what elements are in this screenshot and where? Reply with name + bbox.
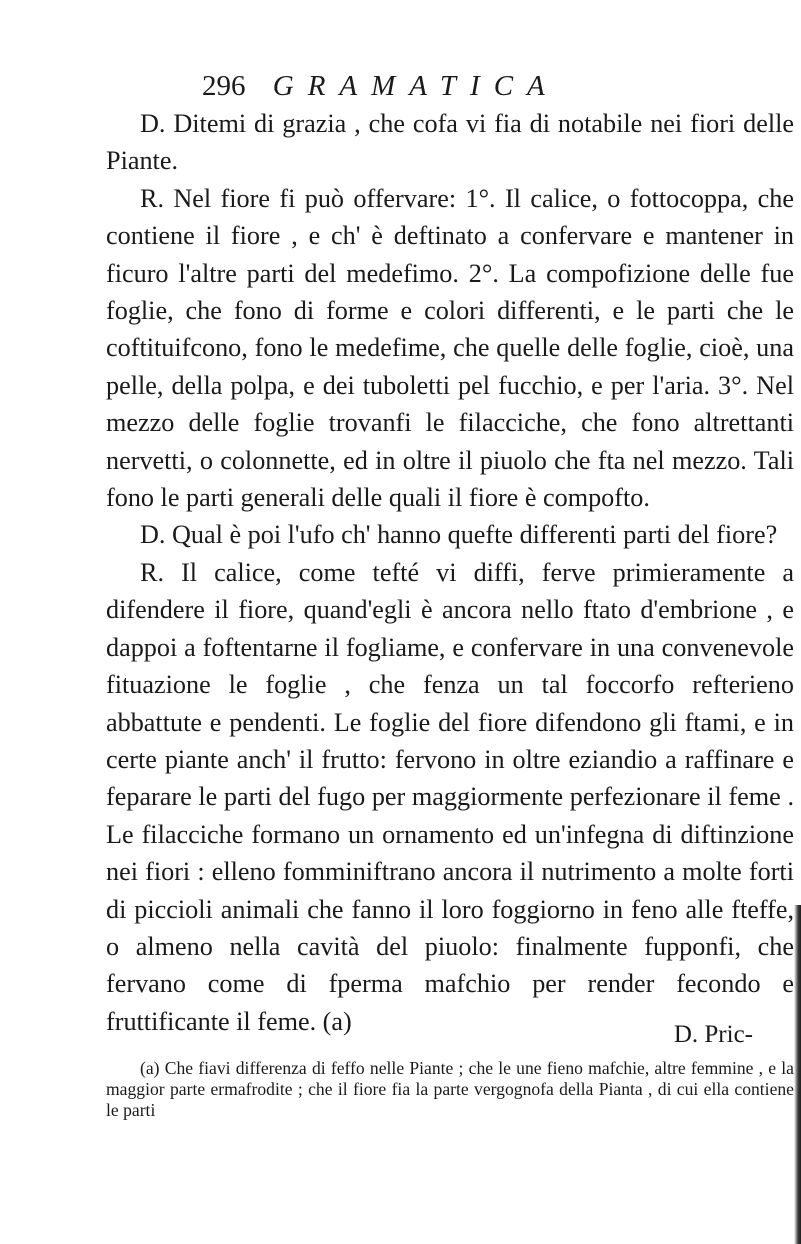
body-text <box>106 105 794 1040</box>
paragraph-question-1: D. Ditemi di grazia , che cofa vi fia di notabile nei fiori delle Piante. <box>106 109 794 176</box>
paragraph-question-2: D. Qual è poi l'ufo ch' hanno quefte differenti parti del fiore? <box>140 520 778 550</box>
footnote <box>106 1058 794 1121</box>
catchword: D. Pric- <box>673 1021 753 1048</box>
running-title: GRAMATICA <box>272 70 559 102</box>
running-head <box>202 70 559 103</box>
paragraph-answer-2: R. Il calice, come tefté vi diffi, ferve primieramente a difendere il fiore, quand'egli è ancora nello ftato d'embrione , e dappoi a foftentarne il fogliame, e confervare in una convenevole fituazione le foglie , che fenza un tal foccorfo refterieno abbattute e pendenti. Le foglie del fiore difendono gli ftami, e in certe piante anch' il frutto: fervono in oltre eziandio a raffinare e feparare le parti del fugo per maggiormente perfezionare il feme . Le filacciche formano un ornamento ed un'infegna di diftinzione nei fiori : elleno fomminiftrano ancora il nutrimento a molte forti di piccioli animali che fanno il loro foggiorno in feno alle fteffe, o almeno nella cavità del piuolo: finalmente fupponfi, che fervano come di fperma mafchio per render fecondo e fruttificante il feme. (a) <box>106 557 794 1036</box>
page-number: 296 <box>202 70 246 102</box>
footnote-text: (a) Che fiavi differenza di feffo nelle Piante ; che le une fieno mafchie, altre femmine , e la maggior parte ermafrodite ; che il fiore fia la parte vergognofa della Pianta , di cui ella contiene le parti <box>106 1058 794 1120</box>
paragraph-answer-1: R. Nel fiore fi può offervare: 1°. Il calice, o fottocoppa, che contiene il fiore , e ch' è deftinato a confervare e mantener in ficuro l'altre parti del medefimo. 2°. La compofizione delle fue foglie, che fono di forme e colori differenti, e le parti che le coftituifcono, fono le medefime, che quelle delle foglie, cioè, una pelle, della polpa, e dei tuboletti pel fucchio, e per l'aria. 3°. Nel mezzo delle foglie trovanfi le filacciche, che fono altrettanti nervetti, o colonnette, ed in oltre il piuolo che fta nel mezzo. Tali fono le parti generali delle quali il fiore è compofto. <box>106 183 794 513</box>
page-edge-shadow <box>794 905 801 1244</box>
